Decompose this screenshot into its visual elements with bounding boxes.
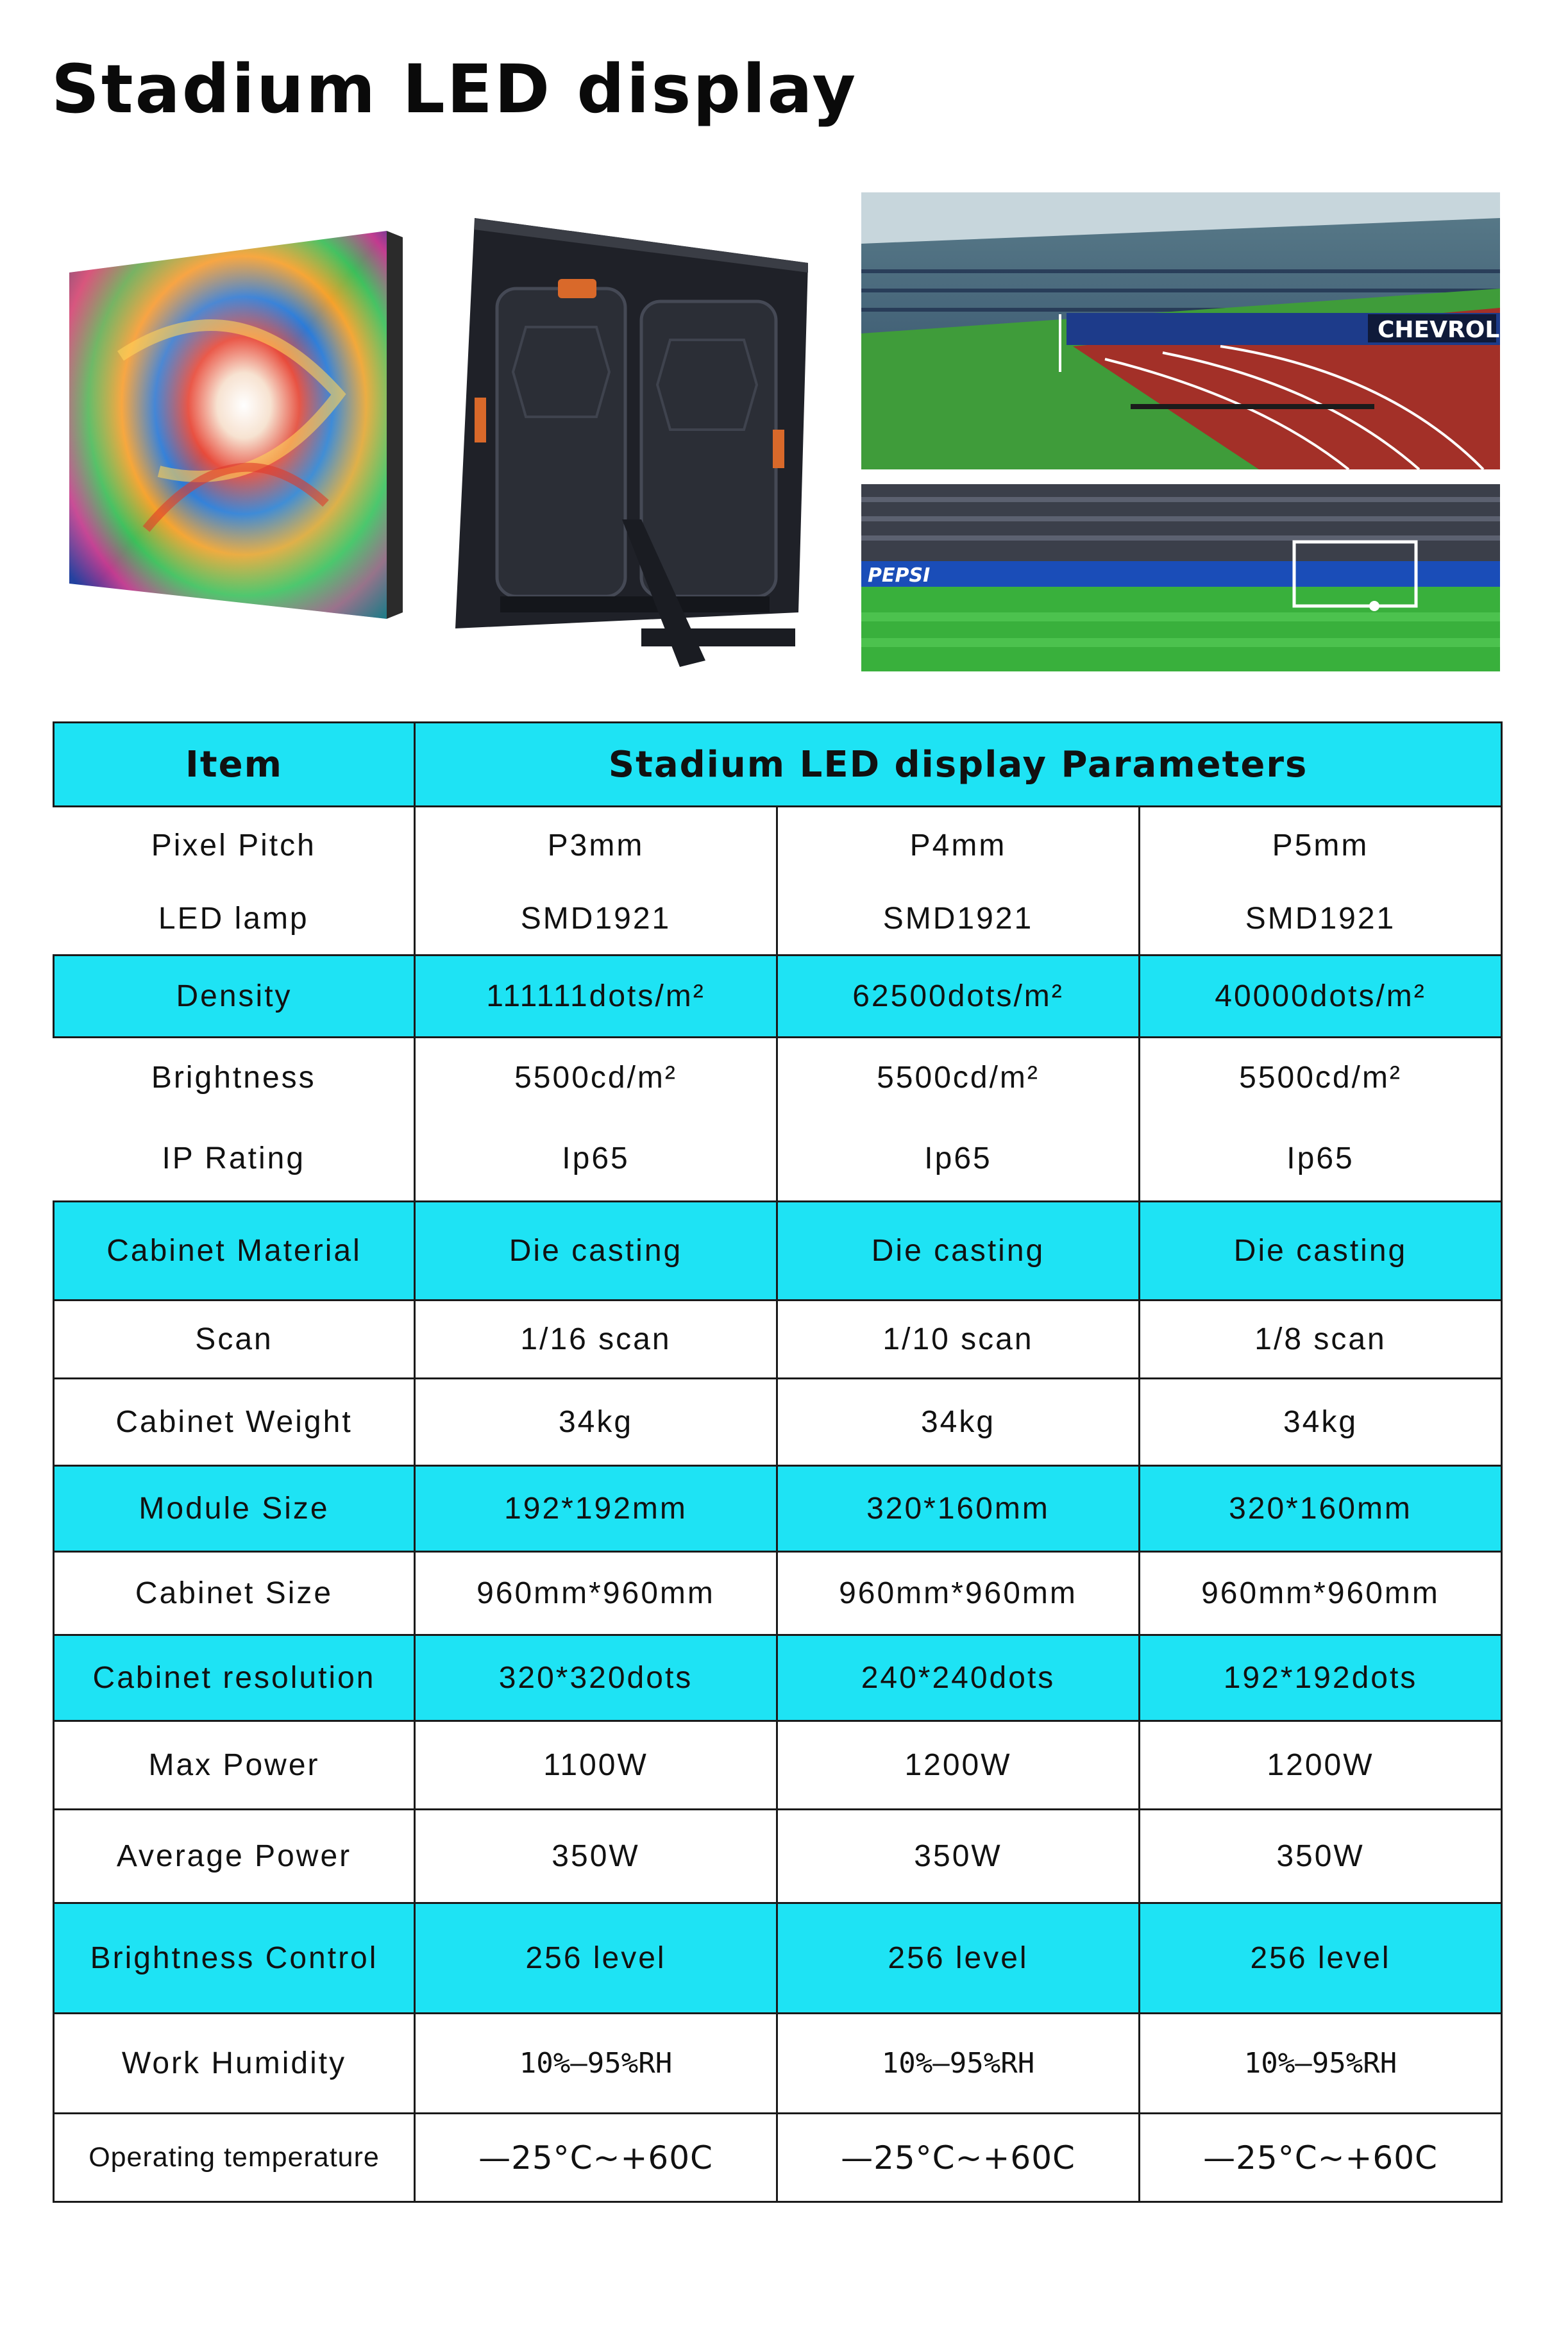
row-label: Module Size (54, 1466, 415, 1552)
table-row (54, 1635, 1502, 1721)
row-value: —25°C~+60C (777, 2114, 1140, 2202)
row-value: 40000dots/m² (1140, 956, 1502, 1038)
row-value: Ip65 (777, 1117, 1140, 1202)
row-value: Die casting (415, 1202, 777, 1301)
row-value: P4mm (777, 807, 1140, 884)
table-row (54, 1810, 1502, 1903)
table-row (54, 1038, 1502, 1117)
row-value: 34kg (1140, 1379, 1502, 1466)
page-title: Stadium LED display (51, 50, 858, 128)
row-value: 5500cd/m² (415, 1038, 777, 1117)
row-value: 240*240dots (777, 1635, 1140, 1721)
row-value: 960mm*960mm (415, 1552, 777, 1635)
row-value: 256 level (415, 1903, 777, 2014)
row-value: 111111dots/m² (415, 956, 777, 1038)
row-value: Die casting (777, 1202, 1140, 1301)
row-label: Operating temperature (54, 2114, 415, 2202)
row-label: IP Rating (54, 1117, 415, 1202)
row-label: Pixel Pitch (54, 807, 415, 884)
table-row (54, 1466, 1502, 1552)
row-value: 960mm*960mm (777, 1552, 1140, 1635)
row-label: Cabinet resolution (54, 1635, 415, 1721)
row-value: SMD1921 (1140, 884, 1502, 956)
row-label: Cabinet Weight (54, 1379, 415, 1466)
row-value: 320*160mm (1140, 1466, 1502, 1552)
row-value: 320*320dots (415, 1635, 777, 1721)
row-value: —25°C~+60C (1140, 2114, 1502, 2202)
row-value: 256 level (1140, 1903, 1502, 2014)
header-parameters: Stadium LED display Parameters (415, 723, 1502, 807)
row-value: 34kg (777, 1379, 1140, 1466)
table-row (54, 1552, 1502, 1635)
row-value: Die casting (1140, 1202, 1502, 1301)
row-label: Brightness Control (54, 1903, 415, 2014)
row-label: Cabinet Material (54, 1202, 415, 1301)
row-value: P3mm (415, 807, 777, 884)
row-value: 350W (777, 1810, 1140, 1903)
row-value: 34kg (415, 1379, 777, 1466)
row-value: —25°C~+60C (415, 2114, 777, 2202)
table-row (54, 1301, 1502, 1379)
row-value: SMD1921 (777, 884, 1140, 956)
header-item: Item (54, 723, 415, 807)
row-value: 62500dots/m² (777, 956, 1140, 1038)
table-row (54, 1117, 1502, 1202)
row-value: Ip65 (415, 1117, 777, 1202)
spec-table (53, 721, 1503, 2203)
row-label: Scan (54, 1301, 415, 1379)
table-row (54, 884, 1502, 956)
row-label: Work Humidity (54, 2014, 415, 2114)
spec-table-body (54, 807, 1502, 2202)
row-value: 1/10 scan (777, 1301, 1140, 1379)
row-value: 192*192mm (415, 1466, 777, 1552)
row-value: Ip65 (1140, 1117, 1502, 1202)
table-row (54, 1379, 1502, 1466)
table-row (54, 807, 1502, 884)
chevrolet-ad: CHEVROLET (1378, 317, 1531, 343)
row-value: SMD1921 (415, 884, 777, 956)
table-row (54, 1903, 1502, 2014)
led-cabinet-back-image (449, 218, 808, 673)
row-value: 1/8 scan (1140, 1301, 1502, 1379)
row-label: Max Power (54, 1721, 415, 1810)
row-label: Density (54, 956, 415, 1038)
row-value: 320*160mm (777, 1466, 1140, 1552)
row-label: Cabinet Size (54, 1552, 415, 1635)
stadium-track-image (861, 192, 1531, 469)
table-row (54, 1721, 1502, 1810)
row-label: Brightness (54, 1038, 415, 1117)
table-row (54, 2014, 1502, 2114)
row-value: 1200W (1140, 1721, 1502, 1810)
led-panel-front-image (69, 228, 403, 625)
row-value: 960mm*960mm (1140, 1552, 1502, 1635)
table-header-row (54, 723, 1502, 807)
row-value: P5mm (1140, 807, 1502, 884)
row-value: 10%—95%RH (777, 2014, 1140, 2114)
row-value: 1200W (777, 1721, 1140, 1810)
row-value: 10%—95%RH (415, 2014, 777, 2114)
row-value: 350W (415, 1810, 777, 1903)
row-value: 1/16 scan (415, 1301, 777, 1379)
row-value: 350W (1140, 1810, 1502, 1903)
table-row (54, 956, 1502, 1038)
row-label: Average Power (54, 1810, 415, 1903)
row-value: 5500cd/m² (1140, 1038, 1502, 1117)
row-value: 5500cd/m² (777, 1038, 1140, 1117)
pepsi-ad: PEPSI (868, 564, 931, 587)
row-value: 1100W (415, 1721, 777, 1810)
row-value: 192*192dots (1140, 1635, 1502, 1721)
table-row (54, 1202, 1502, 1301)
row-value: 10%—95%RH (1140, 2014, 1502, 2114)
stadium-pepsi-image (861, 484, 1500, 671)
table-row (54, 2114, 1502, 2202)
row-value: 256 level (777, 1903, 1140, 2014)
row-label: LED lamp (54, 884, 415, 956)
